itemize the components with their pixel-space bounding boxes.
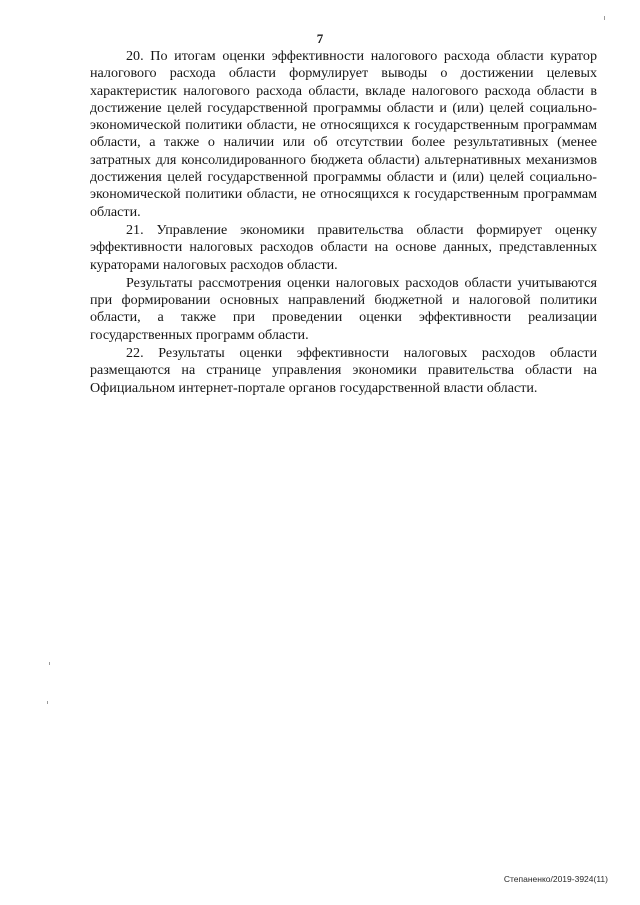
document-body [90, 48, 597, 397]
page-number: 7 [316, 31, 324, 46]
scan-mark-top-right [604, 16, 605, 20]
scan-mark-left-2 [47, 701, 48, 704]
scan-mark-left-1 [49, 662, 50, 665]
paragraph-21: 21. Управление экономики правительства области формирует оценку эффективности налоговых расходов области на основе данных, представленных кураторами налоговых расходов области. [90, 221, 597, 273]
paragraph-22: 22. Результаты оценки эффективности налоговых расходов области размещаются на странице управления экономики правительства области на Официальном интернет-портале органов государственной власти области. [90, 345, 597, 396]
paragraph-results: Результаты рассмотрения оценки налоговых расходов области учитываются при формировании основных направлений бюджетной и налоговой политики области, а также при проведении оценки эффективности реализации государственных программ области. [90, 274, 597, 343]
footer-reference: Степаненко/2019-3924(11) [503, 874, 608, 884]
paragraph-20: 20. По итогам оценки эффективности налогового расхода области куратор налогового расхода области формулирует выводы о достижении целевых характеристик налогового расхода области, вкладе налогового расхода области в достижение целей государственной программы области и (или) целей социально-экономической политики области, не относящихся к государственным программам области, а также о наличии или об отсутствии более результативных (менее затратных для консолидированного бюджета области) альтернативных механизмов достижения целей государственной программы области и (или) целей социально-экономической политики области, не относящихся к государственным программам области. [90, 48, 597, 220]
